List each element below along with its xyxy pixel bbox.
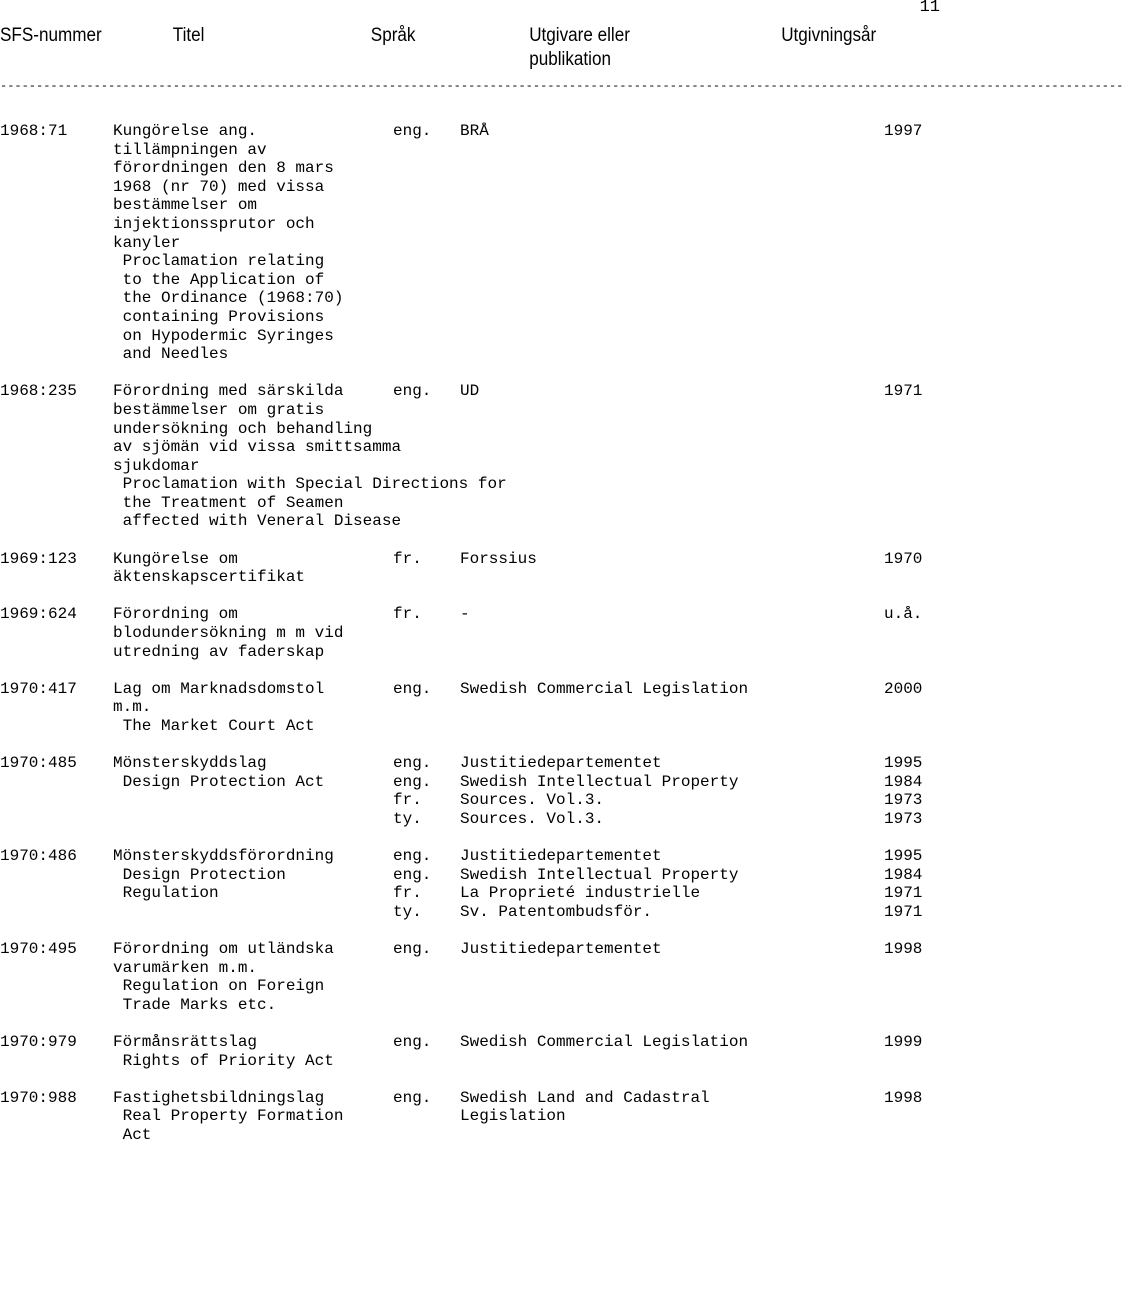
entry-title: Förordning om	[113, 605, 238, 624]
list-item	[0, 680, 960, 736]
sfs-number: 1968:71	[0, 122, 68, 140]
entry-title: Mönsterskyddsförordning	[113, 847, 334, 866]
entry-year: 1997	[884, 122, 923, 140]
header-title: Titel	[172, 25, 205, 46]
entry-publisher: Sources. Vol.3.	[460, 809, 605, 828]
list-item	[0, 940, 960, 1014]
entry-line	[0, 196, 960, 215]
list-item	[0, 122, 960, 364]
entry-title: kanyler	[113, 233, 181, 252]
entry-publisher: Forssius	[460, 549, 537, 568]
entry-title: Lag om Marknadsdomstol	[113, 679, 325, 698]
entry-title: bestämmelser om gratis	[113, 400, 325, 419]
entry-line	[0, 959, 960, 978]
entry-language: eng.	[393, 940, 432, 959]
entry-line	[0, 680, 960, 699]
entry-line	[0, 494, 960, 513]
entry-language: eng.	[393, 679, 432, 698]
entry-line	[0, 1052, 960, 1071]
entry-title: av sjömän vid vissa smittsamma	[113, 438, 402, 457]
entry-title: affected with Veneral Disease	[113, 512, 402, 531]
table-header	[0, 24, 877, 74]
entry-language: eng.	[393, 382, 432, 401]
entry-line	[0, 698, 960, 717]
entry-line	[0, 977, 960, 996]
header-publisher: Utgivare eller publikation	[529, 25, 630, 70]
entry-line	[0, 345, 960, 364]
entry-line	[0, 940, 960, 959]
entry-title: to the Application of	[113, 270, 325, 289]
entry-line	[0, 550, 960, 569]
entry-line	[0, 773, 960, 792]
entry-title: Proclamation with Special Directions for	[113, 475, 507, 494]
entry-publisher: Swedish Intellectual Property	[460, 772, 739, 791]
entry-line	[0, 643, 960, 662]
entry-line	[0, 903, 960, 922]
header-sfs-number: SFS-nummer	[0, 25, 102, 46]
entry-title: Design Protection	[113, 865, 286, 884]
entry-title: Design Protection Act	[113, 772, 325, 791]
entry-language: eng.	[393, 122, 432, 140]
entry-line	[0, 568, 960, 587]
entry-line	[0, 457, 960, 476]
entry-language: fr.	[393, 884, 422, 903]
entry-year: 1971	[884, 382, 923, 401]
entry-title: sjukdomar	[113, 456, 200, 475]
entry-year: 1999	[884, 1033, 923, 1052]
entry-publisher: Justitiedepartementet	[460, 754, 662, 773]
entry-line	[0, 717, 960, 736]
entry-publisher: UD	[460, 382, 480, 401]
entry-title: tillämpningen av	[113, 140, 267, 159]
entry-language: eng.	[393, 847, 432, 866]
entry-year: 1973	[884, 791, 923, 810]
entry-line	[0, 122, 960, 141]
header-separator: ------------------------------------------------------------------------------------------------------------------------------------------------------------	[0, 79, 1123, 93]
entry-year: 1998	[884, 1088, 923, 1107]
sfs-number: 1970:485	[0, 754, 77, 773]
entry-publisher: La Proprieté industrielle	[460, 884, 701, 903]
sfs-number: 1968:235	[0, 382, 77, 401]
list-item	[0, 1089, 960, 1145]
entry-title: undersökning och behandling	[113, 419, 373, 438]
entry-title: Fastighetsbildningslag	[113, 1088, 325, 1107]
entry-title: The Market Court Act	[113, 717, 315, 735]
page-number: 11	[919, 0, 940, 17]
entry-title: Regulation	[113, 884, 219, 903]
sfs-number: 1970:495	[0, 940, 77, 959]
entry-title: Förmånsrättslag	[113, 1033, 258, 1052]
entry-title: Proclamation relating	[113, 252, 325, 271]
entry-language: eng.	[393, 1088, 432, 1107]
sfs-number: 1970:417	[0, 679, 77, 698]
entry-publisher: Swedish Commercial Legislation	[460, 679, 749, 698]
entry-line	[0, 1126, 960, 1145]
entry-title: Regulation on Foreign	[113, 977, 325, 996]
entry-publisher: Sources. Vol.3.	[460, 791, 605, 810]
entry-year: 2000	[884, 679, 923, 698]
entry-line	[0, 271, 960, 290]
entry-year: 1984	[884, 865, 923, 884]
entry-line	[0, 178, 960, 197]
entry-title: on Hypodermic Syringes	[113, 326, 334, 345]
entry-year: 1970	[884, 549, 923, 568]
entry-publisher: Swedish Intellectual Property	[460, 865, 739, 884]
sfs-number: 1970:486	[0, 847, 77, 866]
entry-title: utredning av faderskap	[113, 642, 325, 661]
entry-year: 1971	[884, 884, 923, 903]
entry-line	[0, 791, 960, 810]
entry-line	[0, 327, 960, 346]
entry-line	[0, 512, 960, 531]
entry-line	[0, 234, 960, 253]
entry-title: Act	[113, 1126, 152, 1145]
entry-title: and Needles	[113, 345, 229, 364]
sfs-number: 1969:624	[0, 605, 77, 624]
entry-title: 1968 (nr 70) med vissa	[113, 177, 325, 196]
entry-year: 1984	[884, 772, 923, 791]
entry-line	[0, 438, 960, 457]
entry-title: varumärken m.m.	[113, 958, 258, 977]
entry-title: Kungörelse ang.	[113, 122, 258, 140]
entry-year: 1973	[884, 809, 923, 828]
entry-line	[0, 810, 960, 829]
entry-line	[0, 475, 960, 494]
entry-title: blodundersökning m m vid	[113, 624, 344, 643]
list-item	[0, 754, 960, 828]
entry-language: fr.	[393, 549, 422, 568]
entry-list	[0, 122, 960, 1163]
list-item	[0, 847, 960, 921]
entry-publisher: Sv. Patentombudsför.	[460, 902, 653, 921]
entry-language: eng.	[393, 754, 432, 773]
sfs-number: 1970:979	[0, 1033, 77, 1052]
entry-line	[0, 866, 960, 885]
entry-title: äktenskapscertifikat	[113, 568, 306, 587]
entry-language: eng.	[393, 1033, 432, 1052]
entry-title: Real Property Formation	[113, 1107, 344, 1126]
entry-line	[0, 884, 960, 903]
entry-year: 1998	[884, 940, 923, 959]
entry-publisher: Legislation	[460, 1107, 566, 1126]
entry-line	[0, 420, 960, 439]
entry-publisher: -	[460, 605, 470, 624]
sfs-number: 1970:988	[0, 1088, 77, 1107]
entry-line	[0, 754, 960, 773]
entry-title: Kungörelse om	[113, 549, 238, 568]
header-language: Språk	[370, 25, 416, 46]
entry-title: Mönsterskyddslag	[113, 754, 267, 773]
entry-title: bestämmelser om	[113, 196, 258, 215]
sfs-number: 1969:123	[0, 549, 77, 568]
entry-line	[0, 252, 960, 271]
entry-language: eng.	[393, 772, 432, 791]
entry-line	[0, 605, 960, 624]
list-item	[0, 382, 960, 531]
entry-year: 1995	[884, 847, 923, 866]
entry-year: u.å.	[884, 605, 923, 624]
list-item	[0, 605, 960, 661]
entry-title: Rights of Priority Act	[113, 1051, 334, 1070]
entry-publisher: Justitiedepartementet	[460, 940, 662, 959]
entry-line	[0, 141, 960, 160]
entry-language: eng.	[393, 865, 432, 884]
entry-line	[0, 1089, 960, 1108]
header-year: Utgivningsår	[781, 25, 877, 46]
entry-line	[0, 308, 960, 327]
entry-publisher: BRÅ	[460, 122, 489, 140]
entry-title: injektionssprutor och	[113, 214, 315, 233]
entry-line	[0, 382, 960, 401]
entry-line	[0, 159, 960, 178]
entry-title: Förordning med särskilda	[113, 382, 344, 401]
entry-year: 1995	[884, 754, 923, 773]
entry-line	[0, 847, 960, 866]
entry-title: containing Provisions	[113, 307, 325, 326]
entry-publisher: Swedish Land and Cadastral	[460, 1088, 710, 1107]
entry-language: ty.	[393, 809, 422, 828]
entry-line	[0, 624, 960, 643]
entry-language: fr.	[393, 791, 422, 810]
entry-line	[0, 401, 960, 420]
entry-line	[0, 289, 960, 308]
entry-line	[0, 1033, 960, 1052]
entry-publisher: Swedish Commercial Legislation	[460, 1033, 749, 1052]
entry-title: the Ordinance (1968:70)	[113, 289, 344, 308]
entry-line	[0, 1107, 960, 1126]
entry-year: 1971	[884, 902, 923, 921]
entry-title: m.m.	[113, 698, 152, 717]
list-item	[0, 1033, 960, 1070]
entry-title: the Treatment of Seamen	[113, 493, 344, 512]
entry-title: förordningen den 8 mars	[113, 159, 334, 178]
entry-title: Trade Marks etc.	[113, 995, 277, 1014]
entry-publisher: Justitiedepartementet	[460, 847, 662, 866]
list-item	[0, 550, 960, 587]
entry-line	[0, 215, 960, 234]
entry-line	[0, 996, 960, 1015]
entry-language: fr.	[393, 605, 422, 624]
entry-language: ty.	[393, 902, 422, 921]
entry-title: Förordning om utländska	[113, 940, 334, 959]
